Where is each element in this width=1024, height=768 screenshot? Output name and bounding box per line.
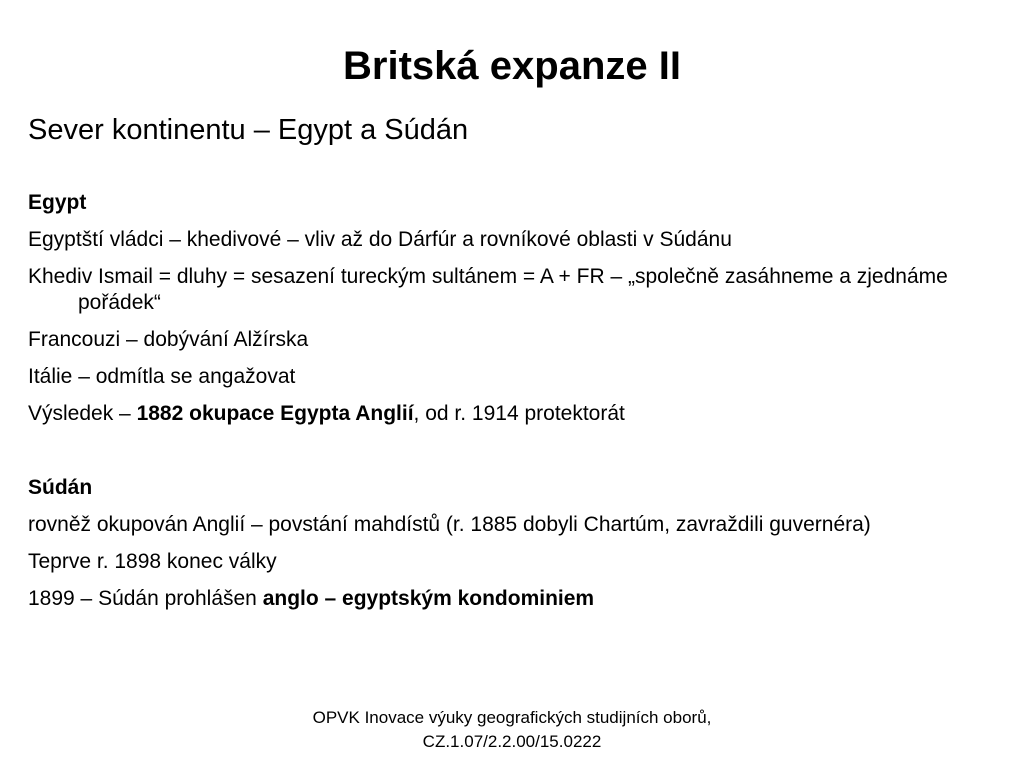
footer-line-2: CZ.1.07/2.2.00/15.0222 bbox=[422, 732, 602, 751]
result-bold: 1882 okupace Egypta Anglií bbox=[136, 402, 414, 425]
egypt-line-result bbox=[28, 401, 988, 427]
egypt-line-ismail: Khediv Ismail = dluhy = sesazení tureckým sultánem = A + FR – „společně zasáhneme a zjednáme pořádek“ bbox=[28, 265, 948, 314]
condominium-prefix: 1899 – Súdán prohlášen bbox=[28, 587, 263, 610]
sudan-line-condominium bbox=[28, 586, 988, 612]
egypt-heading: Egypt bbox=[28, 191, 87, 214]
result-prefix: Výsledek – bbox=[28, 402, 137, 425]
sudan-line-occupation: rovněž okupován Anglií – povstání mahdístů (r. 1885 dobyli Chartúm, zavraždili guvernéra) bbox=[28, 513, 871, 536]
egypt-line-france: Francouzi – dobývání Alžírska bbox=[28, 328, 309, 351]
slide-body bbox=[28, 190, 988, 623]
condominium-bold: anglo – egyptským kondominiem bbox=[262, 587, 595, 610]
egypt-line-rulers: Egyptští vládci – khedivové – vliv až do Dárfúr a rovníkové oblasti v Súdánu bbox=[28, 228, 732, 251]
slide-subtitle: Sever kontinentu – Egypt a Súdán bbox=[28, 114, 469, 146]
section-spacer bbox=[28, 438, 988, 475]
footer-line-1: OPVK Inovace výuky geografických studijních oborů, bbox=[312, 708, 712, 727]
sudan-line-war-end: Teprve r. 1898 konec války bbox=[28, 550, 277, 573]
egypt-line-italy: Itálie – odmítla se angažovat bbox=[28, 365, 296, 388]
slide-title: Britská expanze II bbox=[343, 44, 681, 88]
slide-footer bbox=[0, 706, 1024, 754]
result-suffix: , od r. 1914 protektorát bbox=[413, 402, 625, 425]
sudan-heading: Súdán bbox=[28, 476, 93, 499]
